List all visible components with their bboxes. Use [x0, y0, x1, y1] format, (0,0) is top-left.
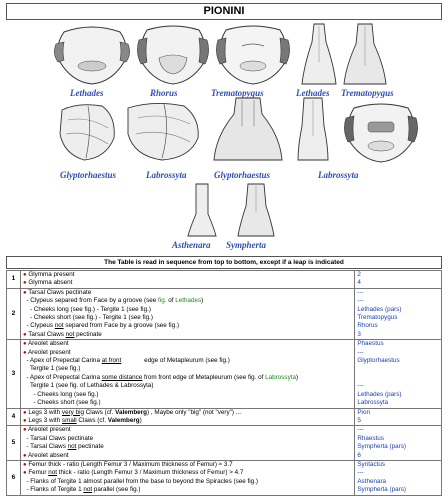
bullet-icon: ●	[22, 452, 27, 459]
result-link[interactable]: Rhaestus	[357, 434, 384, 442]
bullet-icon: ●	[22, 417, 27, 424]
caption-lethades-2: Lethades	[296, 88, 330, 98]
figure-trematopygus-face[interactable]	[214, 22, 292, 86]
figure-rhorus-face[interactable]	[137, 22, 209, 86]
genus-link[interactable]: Lethades	[175, 297, 202, 305]
key-row-number: 1	[7, 271, 21, 289]
result-link[interactable]: 4	[357, 279, 361, 287]
figure-trematopygus-tergite[interactable]	[342, 22, 388, 86]
figure-labrossyta-face[interactable]	[342, 100, 420, 164]
key-row-6: 6 ● Femur thick - ratio (Length Femur 3 / Maximum thickness of Femur) ≈ 3.7 ● Femur not thick - ratio (Length Femur 3 / Maximum thickness of Femur) > 4.7 - Flanks of Tergite 1 almost parallel from the base to beyond the Spiracles (see fig.) - Flanks of Tergite 1 not parallel (see fig.) Syntactus --- Asthenara Sympherta (pars)	[7, 460, 442, 495]
page-title: PIONINI	[6, 3, 442, 20]
key-row-2: 2 ● Tarsal Claws pectinate - Clypeus separed from Face by a groove (see fig. of Lethades) - Cheeks long (see fig.) - Tergite 1 (see fig.) - Cheeks short (see fig.) - Tergite 1 (see fig.) - Clypeus not separed from Face by a groove (see fig.) ● Tarsal Claws not pectinate --- --- Lethades (pars) Trematopygus Rhorus 3	[7, 288, 442, 339]
result-link[interactable]: 6	[357, 451, 361, 459]
caption-labrossyta: Labrossyta	[146, 170, 187, 180]
key-row-number: 5	[7, 426, 21, 461]
figure-lethades-tergite[interactable]	[300, 22, 338, 86]
bullet-icon: ●	[22, 341, 27, 348]
caption-labrossyta-2: Labrossyta	[318, 170, 359, 180]
genus-link[interactable]: Labrossyta	[265, 373, 296, 381]
bullet-icon: ●	[22, 272, 27, 278]
result-link[interactable]: 3	[357, 330, 361, 338]
result-link[interactable]: Trematopygus	[357, 314, 398, 322]
bullet-icon: ●	[22, 461, 27, 468]
figure-labrossyta-tergite[interactable]	[296, 96, 330, 162]
figure-link[interactable]: fig.	[158, 297, 167, 305]
key-row-number: 4	[7, 408, 21, 426]
result-link[interactable]: Phaestus	[357, 340, 384, 348]
key-row-1	[7, 271, 442, 289]
figure-glyptorhaestus-thorax[interactable]	[58, 100, 118, 162]
bullet-icon: ●	[22, 280, 27, 287]
result-link[interactable]: Asthenara	[357, 477, 387, 485]
figure-asthenara-tergite[interactable]	[184, 182, 220, 238]
caption-asthenara: Asthenara	[172, 240, 211, 250]
result-link[interactable]: 2	[357, 271, 361, 278]
result-link[interactable]: Sympherta (pars)	[357, 486, 406, 494]
bullet-icon: ●	[22, 409, 27, 416]
bullet-icon: ●	[22, 470, 27, 477]
figure-labrossyta-thorax[interactable]	[124, 100, 202, 162]
figure-panel	[0, 22, 448, 254]
figure-lethades-face[interactable]	[52, 22, 132, 86]
couplet-text: Glymma absent	[28, 279, 73, 287]
key-row-number: 2	[7, 288, 21, 339]
couplet-text: Glymma present	[28, 271, 75, 278]
caption-glyptorhaestus-2: Glyptorhaestus	[214, 170, 271, 180]
caption-trematopygus: Trematopygus	[211, 88, 264, 98]
bullet-icon: ●	[22, 427, 27, 434]
identification-key-table	[6, 270, 442, 496]
bullet-icon: ●	[22, 349, 27, 356]
key-row-5: 5 ● Areolet present - Tarsal Claws pectinate - Tarsal Claws not pectinate ● Areolet absent --- Rhaestus Sympherta (pars) 6	[7, 426, 442, 461]
caption-rhorus: Rhorus	[150, 88, 178, 98]
result-link[interactable]: Rhorus	[357, 322, 378, 330]
key-row-number: 6	[7, 460, 21, 495]
caption-trematopygus-2: Trematopygus	[341, 88, 394, 98]
result-link[interactable]: Syntactus	[357, 460, 385, 468]
result-link[interactable]: 5	[357, 416, 361, 424]
result-link[interactable]: Sympherta (pars)	[357, 443, 406, 451]
result-link[interactable]: Lethades (pars)	[357, 305, 402, 313]
table-title: The Table is read in sequence from top to bottom, except if a leap is indicated	[6, 256, 442, 269]
result-link[interactable]: Labrossyta	[357, 399, 389, 407]
result-link[interactable]: Glyptorhaestus	[357, 357, 400, 365]
figure-sympherta-tergite[interactable]	[236, 182, 276, 238]
caption-lethades: Lethades	[70, 88, 104, 98]
bullet-icon: ●	[22, 289, 27, 296]
bullet-icon: ●	[22, 331, 27, 338]
key-row-number: 3	[7, 340, 21, 408]
key-row-4: 4 ● Legs 3 with very big Claws (cf. Valemberg) , Maybe only "big" (not "very") ... ● Legs 3 with small Claws (cf. Valemberg) Pion 5	[7, 408, 442, 426]
caption-sympherta: Sympherta	[226, 240, 267, 250]
result-link[interactable]: Lethades (pars)	[357, 390, 402, 398]
caption-glyptorhaestus: Glyptorhaestus	[60, 170, 117, 180]
result-link[interactable]: Pion	[357, 408, 370, 416]
key-row-3: 3 ● Areolet absent ● Areolet present - Apex of Prepectal Carina at front edge of Metapleurum (see fig.) Tergite 1 (see fig.) - Apex of Prepectal Carina some distance from front edge of Metapleurum (see fig. of Labrossyta) Tergite 1 (see fig. of Lethades & Labrossyta) - Cheeks long (see fig.) - Cheeks short (see fig.) Phaestus --- Glyptorhaestus --- Lethades (pars) Labrossyta	[7, 340, 442, 408]
figure-glyptorhaestus-tergite[interactable]	[212, 96, 284, 162]
